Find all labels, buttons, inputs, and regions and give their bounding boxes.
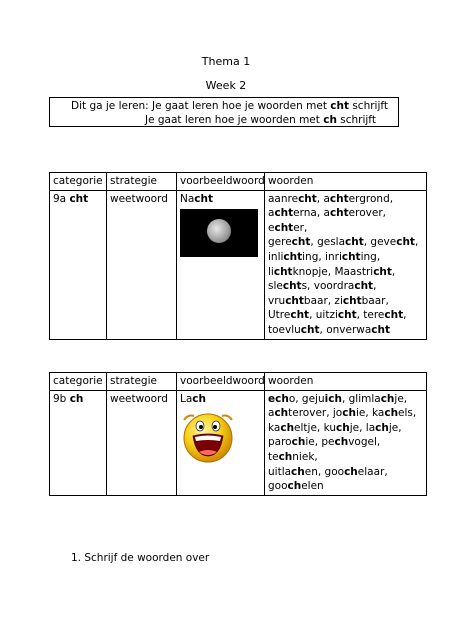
word-bold-part: ch [278, 450, 293, 463]
words-cell [265, 390, 427, 495]
word-line [268, 421, 423, 436]
word-part: els, [398, 407, 417, 420]
moon-disc [207, 219, 231, 243]
word-table-ch [49, 372, 427, 496]
word-part: , glimla [341, 392, 381, 405]
goal-line-1-text: Dit ga je leren: Je gaat leren hoe je woorden met [71, 100, 331, 112]
word-part: , geve [363, 236, 397, 249]
words-cell [265, 190, 427, 339]
word-part: li [268, 265, 274, 278]
word-part: , [414, 236, 419, 249]
example-prefix: La [180, 392, 193, 405]
word-line [268, 192, 423, 207]
word-bold-part: cht [371, 323, 391, 336]
word-part: sle [268, 280, 283, 293]
word-bold-part: cht [396, 236, 415, 249]
category-prefix: 9b [53, 392, 70, 405]
word-bold-part: ech [268, 392, 289, 405]
word-part: toevlu [268, 323, 301, 336]
header-voorbeeldwoord: voorbeeldwoord [177, 373, 265, 391]
example-bold: ch [192, 392, 206, 405]
word-bold-part: cht [337, 309, 357, 322]
word-bold-part: cht [341, 250, 361, 263]
task-instruction: 1. Schrijf de woorden over [71, 552, 210, 564]
word-bold-part: cht [298, 192, 317, 205]
word-bold-part: ch [291, 465, 305, 478]
word-bold-part: ch [334, 436, 349, 449]
header-woorden: woorden [265, 373, 427, 391]
word-bold-part: ch [380, 392, 395, 405]
word-part: ie, pe [305, 436, 335, 449]
header-strategie: strategie [107, 373, 177, 391]
word-line [268, 279, 423, 294]
word-bold-part: cht [291, 236, 311, 249]
word-bold-part: ch [287, 480, 302, 493]
header-strategie: strategie [107, 173, 177, 191]
header-voorbeeldwoord: voorbeeldwoord [177, 173, 265, 191]
category-cell [50, 190, 107, 339]
strategy-cell: weetwoord [107, 390, 177, 495]
moon-photo [180, 209, 258, 257]
word-line [268, 465, 423, 480]
header-woorden: woorden [265, 173, 427, 191]
example-prefix: Na [180, 192, 195, 205]
word-bold-part: cht [329, 192, 349, 205]
word-part: , [373, 280, 377, 293]
learning-goal-box [49, 97, 399, 127]
example-word [180, 192, 261, 207]
word-part: ing, [360, 250, 381, 263]
word-bold-part: ch [336, 421, 350, 434]
word-part: , a [316, 192, 330, 205]
word-bold-part: cht [354, 280, 374, 293]
category-prefix: 9a [53, 192, 70, 205]
laughing-smiley-icon [180, 410, 236, 464]
example-cell [177, 190, 265, 339]
word-line [268, 235, 423, 250]
word-part: elaar, [357, 465, 388, 478]
word-bold-part: cht [300, 323, 320, 336]
week-label: Week 2 [205, 79, 247, 92]
example-word [180, 392, 261, 407]
table-row [50, 390, 427, 495]
word-part: paro [268, 436, 292, 449]
table-header-row [50, 173, 427, 191]
word-bold-part: cht [273, 265, 293, 278]
word-part: , gesla [310, 236, 346, 249]
word-bold-part: ch [291, 436, 306, 449]
goal-line-2-end: schrijft [336, 114, 376, 126]
word-part: er, [293, 221, 308, 234]
goal-line-2-text: Je gaat leren hoe je woorden met [145, 114, 324, 126]
page-title: Thema 1 [201, 55, 251, 68]
word-part: gere [268, 236, 292, 249]
goal-line-1-end: schrijft [349, 100, 389, 112]
word-part: inli [268, 250, 284, 263]
word-part: je, la [349, 421, 376, 434]
word-bold-part: cht [373, 265, 392, 278]
word-bold-part: cht [345, 236, 364, 249]
word-part: elen [301, 480, 324, 493]
word-table-cht [49, 172, 427, 340]
word-bold-part: ch [274, 407, 289, 420]
word-bold-part: cht [290, 309, 310, 322]
word-part: eltje, ku [294, 421, 337, 434]
word-part: je, [394, 392, 408, 405]
word-part: erna, a [293, 207, 330, 220]
word-part: , tere [356, 309, 385, 322]
word-part: s, voordra [301, 280, 355, 293]
word-part: vogel, te [268, 436, 381, 463]
word-bold-part: cht [274, 221, 294, 234]
table-row [50, 190, 427, 339]
goal-line-2-bold: ch [323, 114, 337, 126]
category-cell [50, 390, 107, 495]
category-bold: cht [69, 192, 89, 205]
word-part: a [268, 407, 275, 420]
word-bold-part: ich [324, 392, 342, 405]
word-part: terover, jo [288, 407, 343, 420]
goal-line-1-bold: cht [330, 100, 349, 112]
word-line [268, 323, 423, 338]
word-part: uitla [268, 465, 292, 478]
word-bold-part: cht [342, 294, 362, 307]
word-bold-part: ch [342, 407, 356, 420]
word-bold-part: cht [285, 294, 304, 307]
table-header-row [50, 373, 427, 391]
word-part: goo [268, 480, 288, 493]
example-cell [177, 390, 265, 495]
word-part: aanre [268, 192, 299, 205]
word-line [268, 392, 423, 407]
word-part: , uitzi [309, 309, 338, 322]
word-bold-part: ch [375, 421, 389, 434]
word-bold-part: cht [282, 280, 302, 293]
word-line [268, 265, 423, 280]
word-bold-part: cht [384, 309, 404, 322]
word-part: je, [388, 421, 402, 434]
word-part: ie, ka [355, 407, 385, 420]
word-line [268, 435, 423, 464]
word-bold-part: ch [384, 407, 399, 420]
word-part: , [391, 265, 396, 278]
word-part: baar, zi [303, 294, 343, 307]
word-part: , onverwa [319, 323, 372, 336]
word-part: ergrond, [348, 192, 394, 205]
word-line [268, 250, 423, 265]
goal-line-2 [145, 114, 376, 126]
word-part: ing, inri [302, 250, 342, 263]
word-part: erover, e [268, 207, 386, 234]
word-line [268, 406, 423, 421]
word-part: baar, [361, 294, 389, 307]
word-line [268, 206, 423, 235]
word-part: a [268, 207, 275, 220]
word-line [268, 294, 423, 309]
header-categorie: categorie [50, 173, 107, 191]
word-part: vru [268, 294, 286, 307]
word-part: ka [268, 421, 281, 434]
word-part: o, geju [288, 392, 325, 405]
strategy-cell: weetwoord [107, 190, 177, 339]
word-part: Utre [268, 309, 291, 322]
word-bold-part: ch [344, 465, 358, 478]
word-part: , [403, 309, 407, 322]
word-part: en, goo [304, 465, 345, 478]
goal-line-1 [71, 100, 388, 112]
example-bold: cht [194, 192, 214, 205]
word-bold-part: cht [329, 207, 349, 220]
header-categorie: categorie [50, 373, 107, 391]
word-bold-part: cht [283, 250, 303, 263]
word-bold-part: ch [280, 421, 295, 434]
category-bold: ch [69, 392, 84, 405]
word-bold-part: cht [274, 207, 294, 220]
word-line [268, 479, 423, 494]
word-line [268, 308, 423, 323]
word-part: knopje, Maastri [292, 265, 374, 278]
word-part: niek, [292, 450, 318, 463]
